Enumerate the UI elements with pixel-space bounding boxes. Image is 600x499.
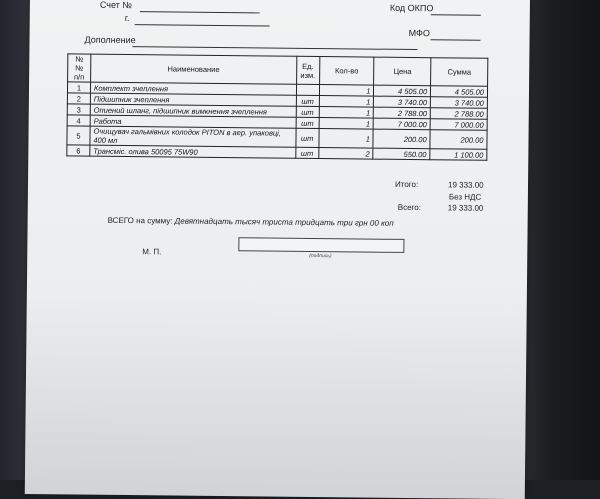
header-number: №№ п/п <box>68 54 91 82</box>
row-price: 550.00 <box>373 148 430 160</box>
invoice-number-label: Счет № <box>99 0 133 11</box>
table-header-row <box>68 54 488 86</box>
row-sum: 1 100.00 <box>430 149 487 161</box>
header-sum: Сумма <box>431 58 488 87</box>
sum-in-words <box>108 216 394 228</box>
background-right <box>520 0 600 480</box>
row-price: 2 788.00 <box>374 107 431 119</box>
paper-shadow <box>25 294 527 499</box>
grand-total-value: 19 333.00 <box>447 203 484 213</box>
row-name: Комплект зчеплення <box>90 82 296 95</box>
row-sum: 3 740.00 <box>431 97 488 109</box>
row-quantity: 1 <box>319 107 374 119</box>
row-unit: шт <box>296 128 319 147</box>
invoice-sheet <box>25 0 530 499</box>
invoice-number-line <box>140 11 260 13</box>
header-price: Цена <box>374 57 431 86</box>
row-unit: шт <box>295 147 318 158</box>
vat-label: Без НДС <box>448 192 482 202</box>
row-number: 6 <box>67 145 90 156</box>
mfo-label: МФО <box>408 27 430 39</box>
total-value: 19 333.00 <box>447 180 484 190</box>
header-name: Наименование <box>91 54 297 84</box>
row-price: 3 740.00 <box>374 96 431 108</box>
stamp-label: М. П. <box>142 247 162 257</box>
row-name: Опиений шланг, підшипник вимкнення зчеплення <box>90 104 296 117</box>
row-unit: шт <box>296 117 319 128</box>
row-sum: 4 505.00 <box>431 86 488 98</box>
mfo-line <box>431 39 481 41</box>
items-table <box>66 53 488 160</box>
okpo-line <box>431 14 481 16</box>
row-sum: 7 000.00 <box>430 119 487 131</box>
sum-in-words-value: Девятнадцать тысяч триста тридцать три грн 00 коп <box>174 216 394 228</box>
sum-in-words-label: ВСЕГО на сумму: <box>107 215 173 226</box>
row-quantity: 1 <box>319 96 374 108</box>
row-number: 2 <box>67 93 90 104</box>
row-unit: шт <box>296 106 319 117</box>
row-name: Работа <box>90 115 296 128</box>
grand-total-label: Всего: <box>397 202 422 213</box>
row-quantity: 1 <box>319 85 374 97</box>
row-price: 4 505.00 <box>374 85 431 97</box>
row-name: Очищувач гальмівних колодок PITON в аер. упаковці, 400 мл <box>90 126 296 147</box>
okpo-label: Код ОКПО <box>389 2 434 14</box>
row-price: 7 000.00 <box>374 118 431 130</box>
row-unit: шт <box>296 95 319 106</box>
city-label: г. <box>124 12 130 24</box>
row-number: 3 <box>67 104 90 115</box>
row-name: Підшипник зчеплення <box>90 93 296 106</box>
row-number: 5 <box>67 126 90 145</box>
row-number: 1 <box>67 82 90 93</box>
header-quantity: Кол-во <box>319 57 374 86</box>
row-unit <box>296 84 319 95</box>
city-line <box>135 24 270 26</box>
signature-field <box>238 237 404 253</box>
row-quantity: 2 <box>318 148 373 160</box>
row-sum: 2 788.00 <box>430 108 487 120</box>
row-number: 4 <box>67 115 90 126</box>
row-sum: 200.00 <box>430 130 487 150</box>
row-name: Трансміс. олива 50095 75W90 <box>90 145 296 158</box>
row-quantity: 1 <box>319 118 374 130</box>
total-label: Итого: <box>394 179 419 190</box>
row-price: 200.00 <box>373 129 430 149</box>
supplement-label: Дополнение <box>84 34 136 46</box>
signature-caption: (подпись) <box>309 252 332 260</box>
supplement-line <box>132 46 417 50</box>
header-unit: Ед. изм. <box>296 56 319 84</box>
row-quantity: 1 <box>319 129 374 149</box>
